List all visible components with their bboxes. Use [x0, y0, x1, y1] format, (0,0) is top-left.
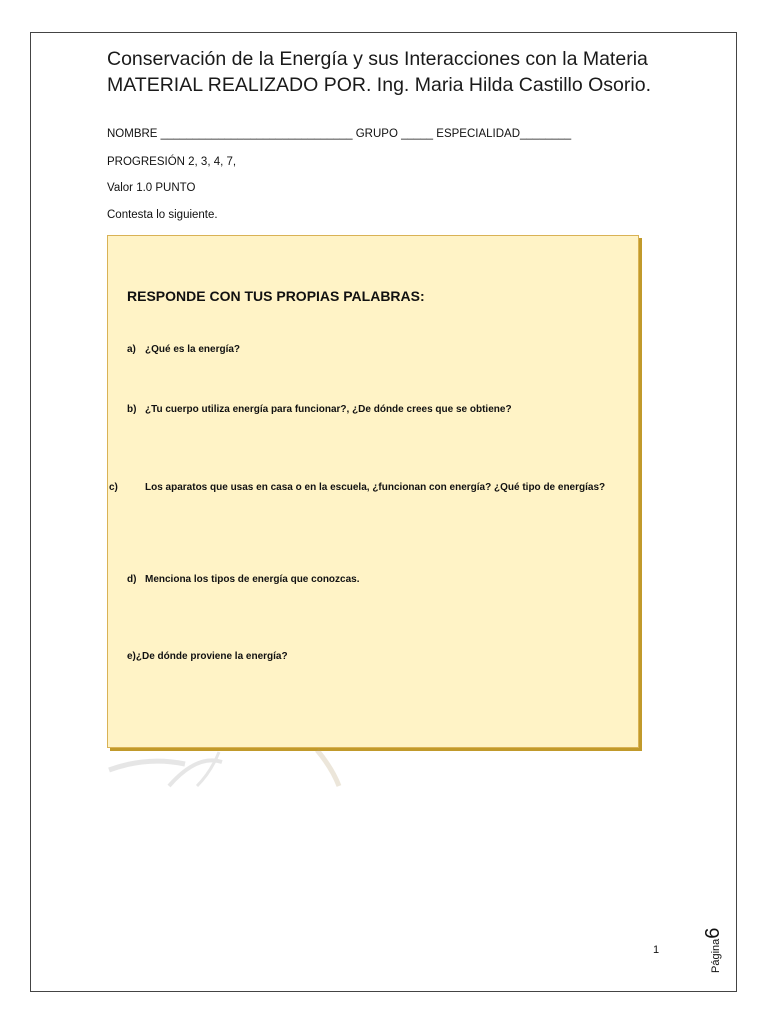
- page-label: [698, 928, 738, 988]
- box-heading: RESPONDE CON TUS PROPIAS PALABRAS:: [127, 288, 425, 304]
- progresion-text: PROGRESIÓN 2, 3, 4, 7,: [107, 156, 237, 168]
- question-e: [127, 650, 288, 663]
- title-line-2: MATERIAL REALIZADO POR. Ing. Maria Hilda Castillo Osorio.: [107, 74, 651, 96]
- question-b-text: ¿Tu cuerpo utiliza energía para funcionar?, ¿De dónde crees que se obtiene?: [145, 404, 512, 415]
- question-d-text: Menciona los tipos de energía que conozcas.: [145, 574, 360, 585]
- question-a: [127, 343, 240, 356]
- question-d-marker: d): [127, 574, 137, 585]
- question-e-text: e)¿De dónde proviene la energía?: [127, 651, 288, 662]
- question-c-text: Los aparatos que usas en casa o en la escuela, ¿funcionan con energía? ¿Qué tipo de energías?: [145, 482, 606, 493]
- question-a-text: ¿Qué es la energía?: [145, 344, 241, 355]
- page-label-number: 6: [702, 927, 724, 939]
- question-c-marker: c): [109, 482, 118, 493]
- question-c: [109, 481, 619, 494]
- question-d: [127, 573, 360, 586]
- question-a-marker: a): [127, 344, 136, 355]
- question-b: [127, 403, 512, 416]
- title-line-1: Conservación de la Energía y sus Interacciones con la Materia: [107, 48, 648, 70]
- question-b-marker: b): [127, 404, 137, 415]
- footer-page-index: 1: [653, 944, 660, 956]
- watermark-decoration: [107, 748, 347, 788]
- valor-text: Valor 1.0 PUNTO: [107, 182, 196, 194]
- page-label-word: Página: [710, 938, 722, 973]
- nombre-grupo-especialidad-line: NOMBRE ______________________________ GRUPO _____ ESPECIALIDAD________: [107, 128, 572, 140]
- instruction-text: Contesta lo siguiente.: [107, 209, 218, 221]
- document-title: [107, 46, 651, 98]
